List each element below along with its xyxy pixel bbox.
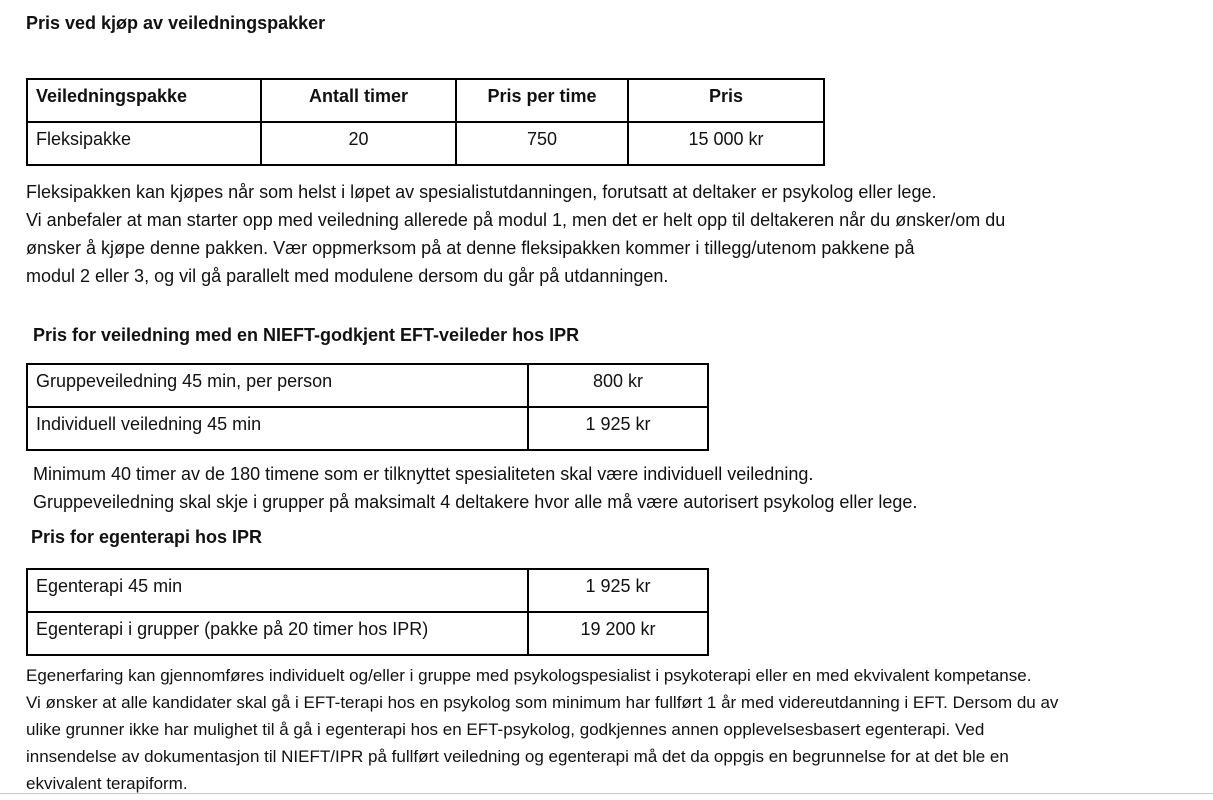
packages-header-price: Pris xyxy=(628,79,824,122)
paragraph-line: Minimum 40 timer av de 180 timene som er tilknyttet spesialiteten skal være individuell veiledning. xyxy=(33,464,814,484)
paragraph-line: Egenerfaring kan gjennomføres individuelt og/eller i gruppe med psykologspesialist i psykoterapi eller en med ekvivalent kompetanse. xyxy=(26,666,1032,685)
paragraph-line: ulike grunner ikke har mulighet til å gå i egenterapi hos en EFT-psykolog, godkjennes annen opplevelsesbasert egenterapi. Ved xyxy=(26,720,985,739)
therapy-heading: Pris for egenterapi hos IPR xyxy=(31,527,263,547)
paragraph-line: modul 2 eller 3, og vil gå parallelt med modulene dersom du går på utdanningen. xyxy=(26,266,669,286)
supervision-table-row xyxy=(27,407,708,450)
supervision-table xyxy=(26,363,709,451)
cell-package-hours: 20 xyxy=(261,122,456,165)
packages-heading: Pris ved kjøp av veiledningspakker xyxy=(26,13,326,33)
cell-package-price: 15 000 kr xyxy=(628,122,824,165)
supervision-paragraph xyxy=(33,460,1213,516)
paragraph-line: ekvivalent terapiform. xyxy=(26,774,188,793)
cell-supervision-label: Gruppeveiledning 45 min, per person xyxy=(27,364,528,407)
therapy-table-row xyxy=(27,612,708,655)
packages-table-row xyxy=(27,122,824,165)
cell-therapy-price: 19 200 kr xyxy=(528,612,708,655)
supervision-heading: Pris for veiledning med en NIEFT-godkjent EFT-veileder hos IPR xyxy=(33,325,580,345)
paragraph-line: Vi anbefaler at man starter opp med veiledning allerede på modul 1, men det er helt opp til deltakeren når du ønsker/om du xyxy=(26,210,1006,230)
therapy-table xyxy=(26,568,709,656)
page-bottom-divider xyxy=(0,793,1213,794)
cell-therapy-price: 1 925 kr xyxy=(528,569,708,612)
supervision-table-row xyxy=(27,364,708,407)
cell-package-name: Fleksipakke xyxy=(27,122,261,165)
cell-supervision-label: Individuell veiledning 45 min xyxy=(27,407,528,450)
packages-paragraph xyxy=(26,178,1213,290)
cell-therapy-label: Egenterapi 45 min xyxy=(27,569,528,612)
paragraph-line: Vi ønsker at alle kandidater skal gå i EFT-terapi hos en psykolog som minimum har fullført 1 år med videreutdanning i EFT. Dersom du av xyxy=(26,693,1059,712)
cell-package-price-per-hour: 750 xyxy=(456,122,628,165)
paragraph-line: ønsker å kjøpe denne pakken. Vær oppmerksom på at denne fleksipakken kommer i tillegg/utenom pakkene på xyxy=(26,238,915,258)
paragraph-line: innsendelse av dokumentasjon til NIEFT/IPR på fullført veiledning og egenterapi må det da oppgis en begrunnelse for at det ble en xyxy=(26,747,1009,766)
therapy-table-row xyxy=(27,569,708,612)
cell-supervision-price: 1 925 kr xyxy=(528,407,708,450)
paragraph-line: Fleksipakken kan kjøpes når som helst i løpet av spesialistutdanningen, forutsatt at deltaker er psykolog eller lege. xyxy=(26,182,937,202)
cell-therapy-label: Egenterapi i grupper (pakke på 20 timer hos IPR) xyxy=(27,612,528,655)
therapy-paragraph xyxy=(26,662,1213,797)
cell-supervision-price: 800 kr xyxy=(528,364,708,407)
packages-header-package: Veiledningspakke xyxy=(27,79,261,122)
packages-header-price-per-hour: Pris per time xyxy=(456,79,628,122)
packages-table-header-row xyxy=(27,79,824,122)
packages-header-hours: Antall timer xyxy=(261,79,456,122)
packages-table xyxy=(26,78,825,166)
paragraph-line: Gruppeveiledning skal skje i grupper på maksimalt 4 deltakere hvor alle må være autorisert psykolog eller lege. xyxy=(33,492,918,512)
